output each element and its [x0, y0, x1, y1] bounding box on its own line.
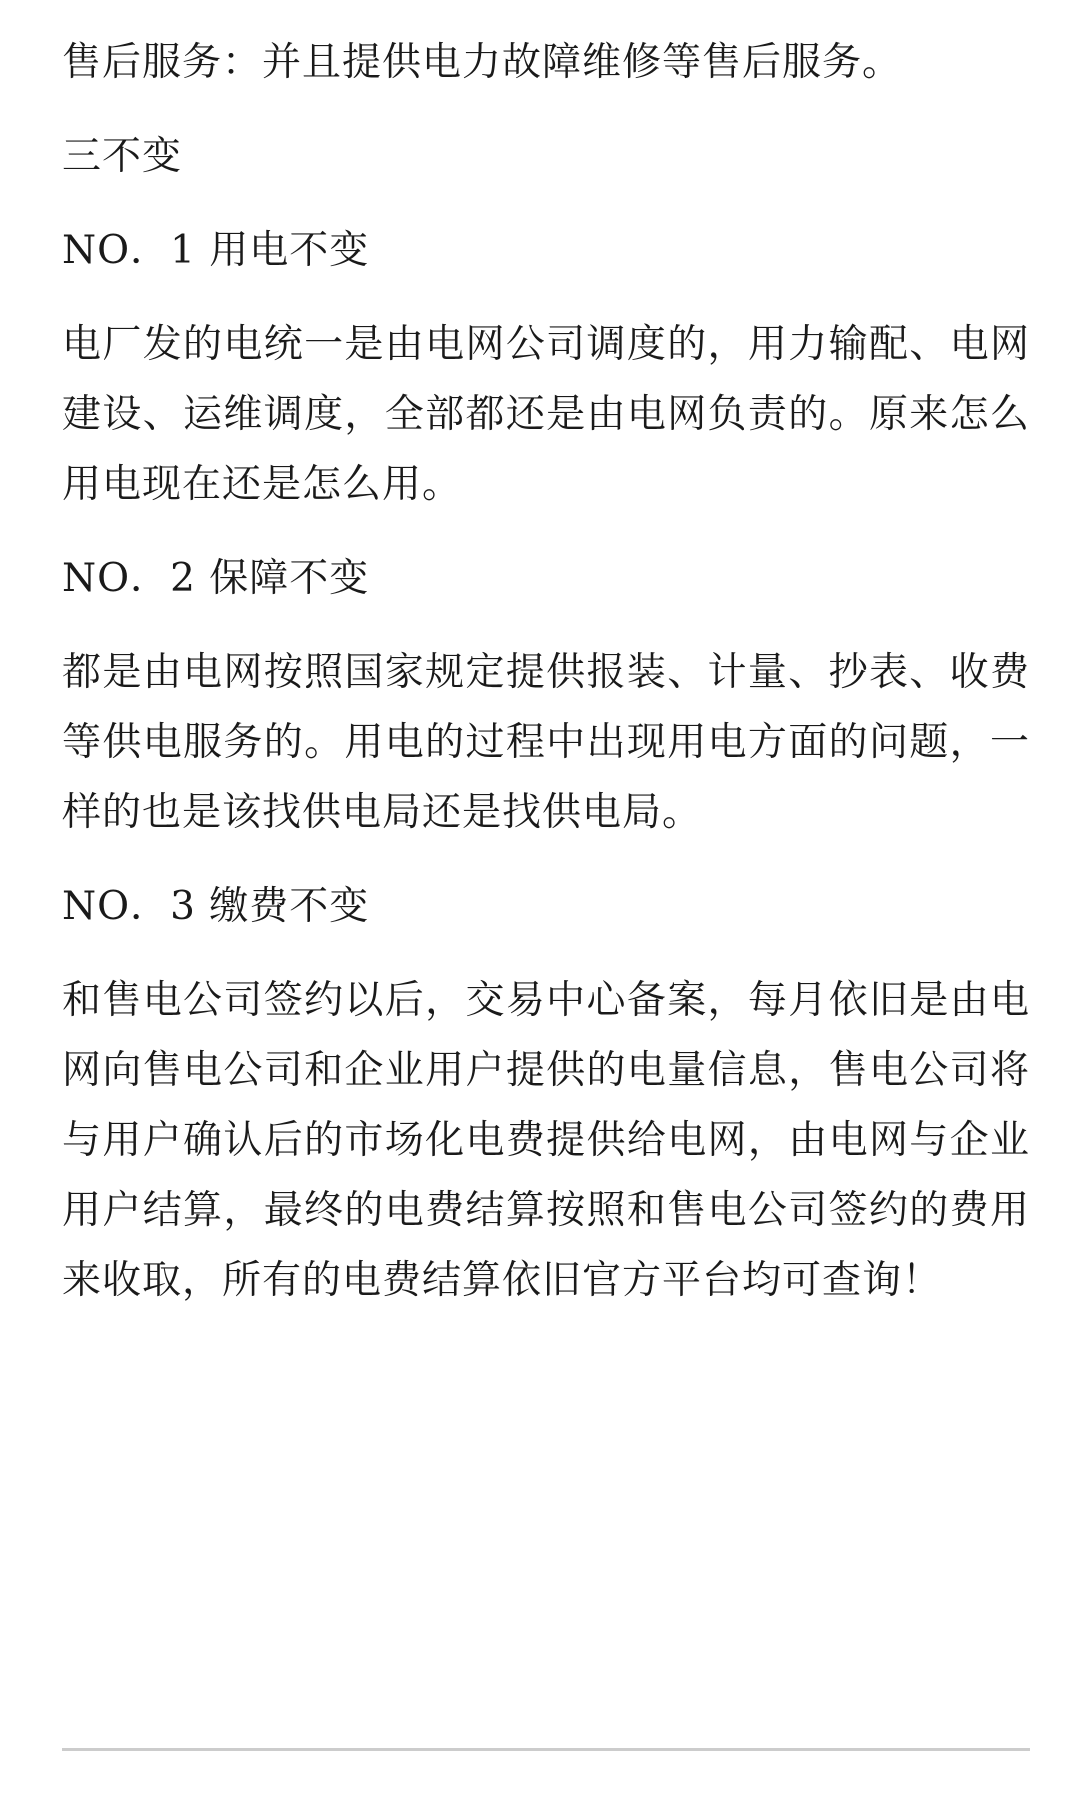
paragraph-no3: 和售电公司签约以后，交易中心备案，每月依旧是由电网向售电公司和企业用户提供的电量信息，售电公司将与用户确认后的市场化电费提供给电网，由电网与企业用户结算，最终的电费结算按照和售电公司签约的费用来收取，所有的电费结算依旧官方平台均可查询！ — [62, 978, 1030, 1303]
article-body — [62, 28, 1030, 1340]
section-heading-three-unchanged: 三不变 — [62, 134, 183, 179]
paragraph-no1: 电厂发的电统一是由电网公司调度的，用力输配、电网建设、运维调度，全部都还是由电网负责的。原来怎么用电现在还是怎么用。 — [62, 322, 1030, 507]
subheading-no1: NO．1 用电不变 — [62, 228, 370, 273]
bottom-divider — [62, 1748, 1030, 1751]
paragraph-no2: 都是由电网按照国家规定提供报装、计量、抄表、收费等供电服务的。用电的过程中出现用电方面的问题，一样的也是该找供电局还是找供电局。 — [62, 650, 1030, 835]
subheading-no3: NO．3 缴费不变 — [62, 884, 370, 929]
subheading-no2: NO．2 保障不变 — [62, 556, 370, 601]
after-sales-paragraph: 售后服务：并且提供电力故障维修等售后服务。 — [62, 40, 903, 85]
